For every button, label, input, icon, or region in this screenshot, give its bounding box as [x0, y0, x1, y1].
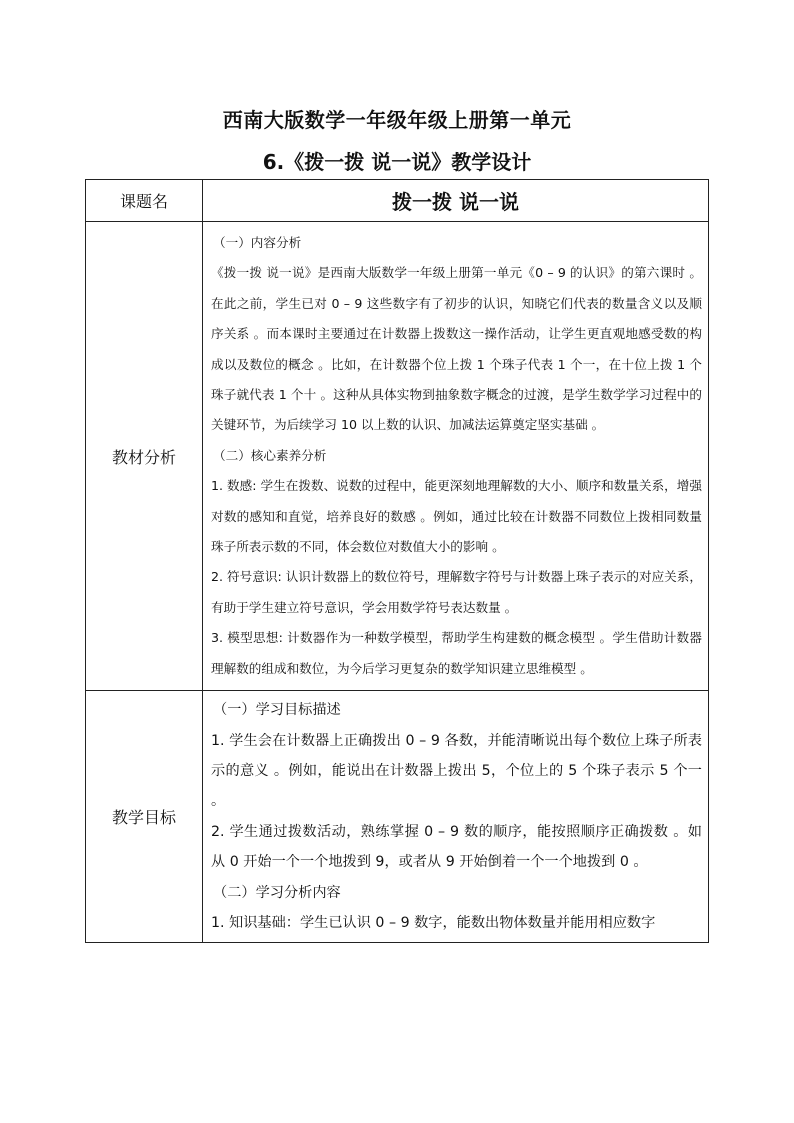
document-title: 西南大版数学一年级年级上册第一单元 — [222, 108, 572, 132]
row-label-cell — [86, 222, 203, 691]
document-subtitle: 6.《拨一拨 说一说》教学设计 — [262, 150, 532, 174]
header-label-cell — [86, 180, 203, 222]
lesson-plan-table — [85, 179, 709, 943]
list-item: 2. 符号意识: 认识计数器上的数位符号，理解数字符号与计数器上珠子表示的对应关系，有助于学生建立符号意识，学会用数学符号表达数量 。 — [211, 569, 702, 615]
row-label-textbook-analysis: 教材分析 — [111, 447, 176, 467]
list-item: 2. 学生通过拨数活动，熟练掌握 0 – 9 数的顺序，能按照顺序正确拨数 。如从 0 开始一个一个地拨到 9，或者从 9 开始倒着一个一个地拨到 0 。 — [211, 823, 702, 871]
table-header-row — [86, 180, 709, 222]
list-item: 3. 模型思想: 计数器作为一种数学模型，帮助学生构建数的概念模型 。学生借助计数器理解数的组成和数位，为今后学习更复杂的数学知识建立思维模型 。 — [211, 630, 702, 676]
row-content-cell — [203, 222, 709, 691]
row-label-teaching-goals: 教学目标 — [111, 808, 176, 828]
list-item: 1. 数感: 学生在拨数、说数的过程中，能更深刻地理解数的大小、顺序和数量关系，增强对数的感知和直觉，培养良好的数感 。例如，通过比较在计数器不同数位上拨相同数量珠子所表示数的不同，体会数位对数值大小的影响 。 — [211, 478, 702, 555]
row-content-cell — [203, 691, 709, 943]
header-value-cell — [203, 180, 709, 222]
paragraph: 《拨一拨 说一说》是西南大版数学一年级上册第一单元《0 – 9 的认识》的第六课时 。在此之前，学生已对 0 – 9 这些数字有了初步的认识，知晓它们代表的数量含义以及顺序关系 。而本课时主要通过在计数器上拨数这一操作活动，让学生更直观地感受数的构成以及数位的概念 。比如，在计数器个位上拨 1 个珠子代表 1 个一，在十位上拨 1 个珠子就代表 1 个十 。这种从具体实物到抽象数字概念的过渡，是学生数学学习过程中的关键环节，为后续学习 10 以上数的认识、加减法运算奠定坚实基础 。 — [211, 265, 702, 433]
section-title: （一）内容分析 — [213, 235, 302, 250]
table-row — [86, 691, 709, 943]
row-label-cell — [86, 691, 203, 943]
list-item: 1. 学生会在计数器上正确拨出 0 – 9 各数，并能清晰说出每个数位上珠子所表示的意义 。例如，能说出在计数器上拨出 5，个位上的 5 个珠子表示 5 个一 。 — [211, 732, 702, 810]
section-title: （一）学习目标描述 — [213, 702, 341, 719]
table-row — [86, 222, 709, 691]
section-title: （二）核心素养分析 — [213, 447, 327, 463]
header-label: 课题名 — [119, 192, 168, 211]
section-title: （二）学习分析内容 — [213, 884, 341, 901]
lesson-title: 拨一拨 说一说 — [392, 190, 519, 214]
list-item: 1. 知识基础：学生已认识 0 – 9 数字，能数出物体数量并能用相应数字 — [211, 914, 656, 931]
